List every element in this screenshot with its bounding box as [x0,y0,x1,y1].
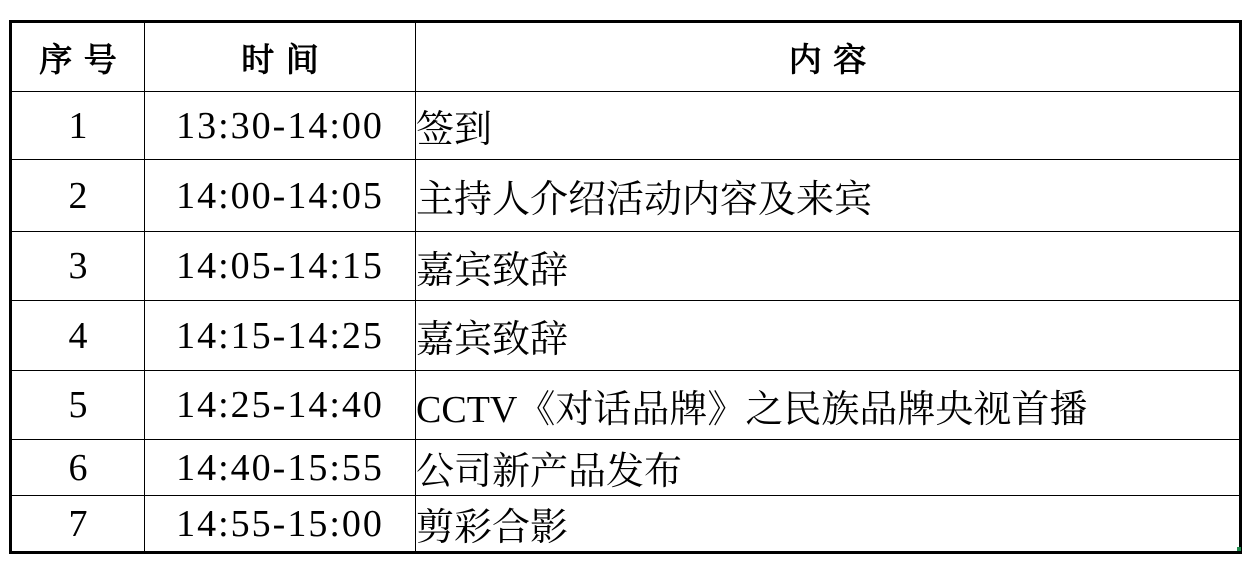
cell-content: 签到 [416,92,1241,160]
table-row [11,371,1241,440]
table-row [11,160,1241,232]
cell-time: 14:00-14:05 [145,160,416,232]
cell-index: 5 [11,371,145,440]
table-header [11,22,1241,92]
column-header-index: 序号 [11,22,145,92]
cell-content: 剪彩合影 [416,496,1241,553]
cell-time: 14:15-14:25 [145,301,416,371]
header-row [11,22,1241,92]
cell-time: 14:25-14:40 [145,371,416,440]
table-row [11,440,1241,496]
table-row [11,92,1241,160]
cell-time: 14:55-15:00 [145,496,416,553]
cell-index: 7 [11,496,145,553]
cell-content: 嘉宾致辞 [416,232,1241,301]
event-schedule-table [9,20,1242,554]
cell-index: 1 [11,92,145,160]
cell-time: 13:30-14:00 [145,92,416,160]
cell-time: 14:05-14:15 [145,232,416,301]
cell-time: 14:40-15:55 [145,440,416,496]
table-body [11,92,1241,553]
table-row [11,496,1241,553]
cell-index: 2 [11,160,145,232]
cell-content: 公司新产品发布 [416,440,1241,496]
cell-index: 3 [11,232,145,301]
column-header-content: 内容 [416,22,1241,92]
cell-content: 主持人介绍活动内容及来宾 [416,160,1241,232]
table-corner-handle [1237,547,1241,551]
table-row [11,301,1241,371]
cell-index: 4 [11,301,145,371]
column-header-time: 时间 [145,22,416,92]
table-row [11,232,1241,301]
cell-content: CCTV《对话品牌》之民族品牌央视首播 [416,371,1241,440]
cell-index: 6 [11,440,145,496]
cell-content: 嘉宾致辞 [416,301,1241,371]
